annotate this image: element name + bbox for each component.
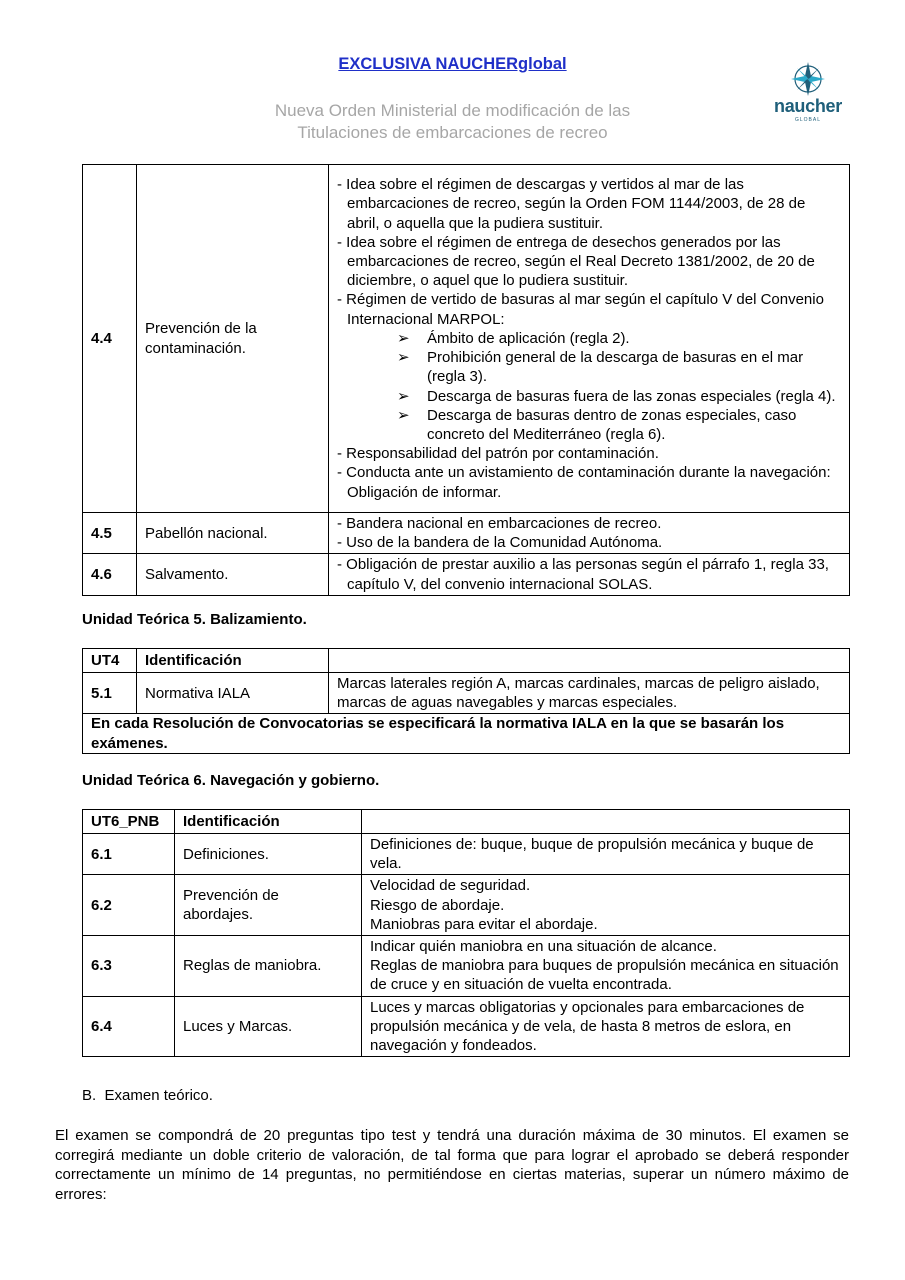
table-row bbox=[83, 936, 850, 997]
desc-line: Velocidad de seguridad. bbox=[370, 877, 531, 895]
row-description bbox=[329, 513, 850, 554]
row-title: Prevención de la contaminación. bbox=[137, 165, 329, 513]
table-row bbox=[83, 673, 850, 714]
desc-line: Reglas de maniobra para buques de propulsión mecánica en situación de cruce y en situación de vuelta encontrada. bbox=[370, 957, 839, 994]
row-number: 4.6 bbox=[83, 554, 137, 595]
naucher-logo bbox=[762, 60, 854, 126]
bullet-text: Descarga de basuras dentro de zonas especiales, caso concreto del Mediterráneo (regla 6). bbox=[427, 406, 797, 443]
arrow-bullet-icon: ➢ bbox=[397, 406, 410, 424]
row-title: Salvamento. bbox=[137, 554, 329, 595]
section-b-title: Examen teórico. bbox=[104, 1087, 213, 1104]
row-number: 4.5 bbox=[83, 513, 137, 554]
subtitle-line-2: Titulaciones de embarcaciones de recreo bbox=[297, 123, 608, 142]
desc-line: - Obligación de prestar auxilio a las personas según el párrafo 1, regla 33, capítulo V, del convenio internacional SOLAS. bbox=[337, 556, 829, 593]
row-title: Prevención de abordajes. bbox=[175, 875, 362, 936]
bullet-text: Prohibición general de la descarga de basuras en el mar (regla 3). bbox=[427, 349, 804, 386]
bullet-item bbox=[337, 387, 841, 406]
row-number: 4.4 bbox=[83, 165, 137, 513]
row-number: 6.2 bbox=[83, 875, 175, 936]
column-header-empty bbox=[362, 810, 850, 834]
table-header-row bbox=[83, 810, 850, 834]
row-description bbox=[362, 996, 850, 1057]
logo-subtext: GLOBAL bbox=[794, 117, 821, 123]
row-description bbox=[362, 936, 850, 997]
note-row bbox=[83, 714, 850, 753]
desc-line: Luces y marcas obligatorias y opcionales para embarcaciones de propulsión mecánica y de vela, de hasta 8 metros de eslora, en navegación y fondeados. bbox=[370, 998, 805, 1055]
row-number: 6.1 bbox=[83, 834, 175, 875]
desc-line: Riesgo de abordaje. bbox=[370, 896, 505, 914]
column-header-ut: UT4 bbox=[83, 649, 137, 673]
desc-line: Maniobras para evitar el abordaje. bbox=[370, 915, 598, 933]
desc-line: Indicar quién maniobra en una situación de alcance. bbox=[370, 938, 717, 956]
desc-line: - Responsabilidad del patrón por contaminación. bbox=[337, 445, 659, 463]
row-number: 6.4 bbox=[83, 996, 175, 1057]
desc-line: - Idea sobre el régimen de descargas y vertidos al mar de las embarcaciones de recreo, según la Orden FOM 1144/2003, de 28 de abril, o aquella que la pudiera sustituir. bbox=[337, 176, 806, 232]
row-description bbox=[362, 834, 850, 875]
bullet-item bbox=[337, 348, 841, 386]
desc-line: - Bandera nacional en embarcaciones de recreo. bbox=[337, 515, 662, 532]
table-row bbox=[83, 996, 850, 1057]
arrow-bullet-icon: ➢ bbox=[397, 349, 410, 367]
table-row bbox=[83, 513, 850, 554]
column-header-identificacion: Identificación bbox=[137, 649, 329, 673]
row-description bbox=[329, 165, 850, 513]
arrow-bullet-icon: ➢ bbox=[397, 329, 410, 347]
row-number: 6.3 bbox=[83, 936, 175, 997]
desc-line: Definiciones de: buque, buque de propulsión mecánica y buque de vela. bbox=[370, 836, 814, 873]
desc-line: - Idea sobre el régimen de entrega de desechos generados por las embarcaciones de recreo, según el Real Decreto 1381/2002, de 20 de diciembre, o aquel que lo pudiera sustituir. bbox=[337, 233, 815, 290]
row-title: Definiciones. bbox=[175, 834, 362, 875]
unit6-heading: Unidad Teórica 6. Navegación y gobierno. bbox=[82, 772, 380, 789]
bullet-item bbox=[337, 329, 841, 348]
column-header-ut: UT6_PNB bbox=[83, 810, 175, 834]
row-number: 5.1 bbox=[83, 673, 137, 714]
row-title: Luces y Marcas. bbox=[175, 996, 362, 1057]
iala-note: En cada Resolución de Convocatorias se especificará la normativa IALA en la que se basarán los exámenes. bbox=[83, 714, 850, 753]
section-b-heading bbox=[82, 1087, 213, 1104]
unit5-table bbox=[82, 648, 850, 754]
desc-line: - Régimen de vertido de basuras al mar según el capítulo V del Convenio Internacional MARPOL: bbox=[337, 291, 824, 328]
column-header-empty bbox=[329, 649, 850, 673]
row-description: Marcas laterales región A, marcas cardinales, marcas de peligro aislado, marcas de aguas navegables y marcas especiales. bbox=[329, 673, 850, 714]
unit5-heading: Unidad Teórica 5. Balizamiento. bbox=[82, 611, 307, 628]
section-b-label: B. bbox=[82, 1087, 97, 1104]
bullet-item bbox=[337, 406, 841, 444]
desc-line: - Conducta ante un avistamiento de contaminación durante la navegación: Obligación de informar. bbox=[337, 464, 831, 501]
row-title: Pabellón nacional. bbox=[137, 513, 329, 554]
unit4-table bbox=[82, 164, 850, 596]
table-row bbox=[83, 875, 850, 936]
row-description bbox=[362, 875, 850, 936]
table-header-row bbox=[83, 649, 850, 673]
arrow-bullet-icon: ➢ bbox=[397, 387, 410, 405]
bullet-text: Descarga de basuras fuera de las zonas especiales (regla 4). bbox=[427, 387, 836, 405]
exam-description-paragraph: El examen se compondrá de 20 preguntas tipo test y tendrá una duración máxima de 30 minutos. El examen se corregirá mediante un doble criterio de valoración, de tal forma que para lograr el aprobado se deberá responder correctamente un mínimo de 14 preguntas, no permitiéndose en ciertas materias, superar un número máximo de errores: bbox=[55, 1127, 849, 1203]
table-row bbox=[83, 554, 850, 595]
subtitle-line-1: Nueva Orden Ministerial de modificación de las bbox=[274, 101, 631, 120]
desc-line: - Uso de la bandera de la Comunidad Autónoma. bbox=[337, 534, 663, 552]
row-title: Reglas de maniobra. bbox=[175, 936, 362, 997]
table-row bbox=[83, 834, 850, 875]
table-row bbox=[83, 165, 850, 513]
row-description bbox=[329, 554, 850, 595]
row-title: Normativa IALA bbox=[137, 673, 329, 714]
column-header-identificacion: Identificación bbox=[175, 810, 362, 834]
unit6-table bbox=[82, 809, 850, 1057]
exclusiva-link[interactable]: EXCLUSIVA NAUCHERglobal bbox=[338, 55, 567, 73]
bullet-text: Ámbito de aplicación (regla 2). bbox=[427, 329, 630, 347]
logo-wordmark: naucher bbox=[774, 96, 842, 116]
compass-rose-icon bbox=[762, 60, 854, 100]
